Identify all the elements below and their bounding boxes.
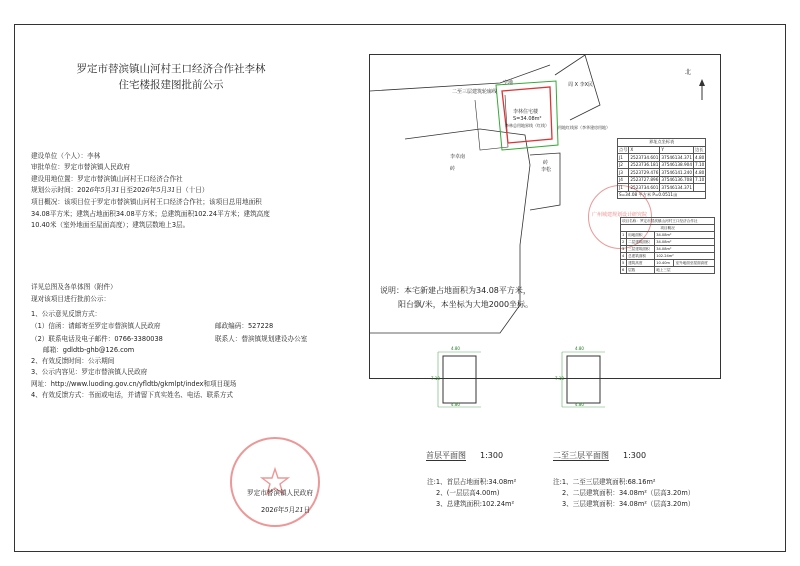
handwritten-year: 6	[273, 506, 278, 514]
neighbor-house-right: 周 X 李X民	[568, 82, 594, 88]
table-row	[618, 176, 706, 184]
handwritten-day-start: 31	[111, 186, 120, 194]
north-label: 北	[685, 69, 692, 76]
plan1-note: 注:1、首层占地面积:34.08m²	[427, 478, 517, 486]
info-cell: 总建筑面积	[627, 253, 655, 260]
title-line1: 罗定市替滨镇山河村王口经济合作社李林	[76, 63, 266, 75]
coord-cell: J4	[618, 176, 629, 184]
info-cell: 4	[621, 253, 627, 260]
info-cell: 层数	[627, 267, 655, 274]
coordinate-table-title: 界址点坐标表	[618, 139, 706, 147]
plan2-height: 7.10	[555, 376, 564, 381]
website-line: 网址：http://www.luoding.gov.cn/yfldtb/gkmlpt/index和项目现场	[31, 380, 237, 388]
coord-cell: 2523734.601	[630, 154, 659, 160]
info-cell: 2	[621, 239, 627, 246]
info-cell: 室外地面至屋面高度	[674, 260, 715, 267]
issuer-name: 罗定市替滨镇人民政府	[247, 489, 313, 497]
coord-cell: 7.10	[695, 162, 705, 168]
coord-cell	[694, 184, 706, 192]
info-cell: 3	[621, 246, 627, 253]
coord-cell: 4.80	[695, 169, 705, 175]
project-overview-1: 项目概况：该项目位于罗定市替滨镇山河村王口经济合作社；该项目总用地面积	[31, 198, 262, 206]
item-1: 1、公示意见反馈方式：	[31, 310, 102, 318]
attachment-note: 详见总图及各单体图（附件）	[31, 283, 117, 291]
info-cell: 6	[621, 267, 627, 274]
plan1-height: 7.10	[431, 376, 440, 381]
table-row	[618, 161, 706, 169]
table-row	[621, 232, 715, 239]
coord-header: 边长	[694, 146, 706, 154]
plan2-title: 二至三层平面图 1:300	[553, 451, 647, 460]
handwritten-year-start: 6	[89, 186, 94, 194]
project-name: 项目名称：罗定市替滨镇山河村王口经济合作社	[621, 218, 715, 225]
coord-header: X	[629, 146, 660, 154]
plan2-width-bottom: 4.80	[575, 402, 584, 407]
coordinate-table	[617, 138, 706, 199]
coord-cell: 7.10	[695, 177, 705, 183]
coord-header: Y	[660, 146, 694, 154]
boundary-label: 李林总用地界线（红线）	[505, 123, 549, 128]
project-info-title: 项目概况	[621, 225, 715, 232]
plan1-width-bottom: 4.80	[451, 402, 460, 407]
plan2-note: 2、二层建筑面积：34.08m²（层高3.20m）	[562, 489, 695, 497]
design-seal-text: 广州城建规划设计研究院	[592, 212, 648, 218]
plan1-scale: 1:300	[480, 451, 504, 460]
item-4: 4、有效反馈方式：书面或电话，并请留下真实姓名、电话、联系方式	[31, 391, 234, 399]
mail-line: （1）信函：请邮寄至罗定市替滨镇人民政府	[31, 322, 161, 330]
plan2-note: 3、三层建筑面积：34.08m²（层高3.20m）	[562, 500, 695, 508]
coord-cell: J3	[618, 169, 629, 177]
note-line-1: 说明：本宅新建占地面积为34.08平方米，	[380, 286, 531, 295]
project-overview-2: 34.08平方米；建筑占地面积34.08平方米；总建筑面积102.24平方米；建筑高度	[31, 210, 270, 218]
coord-cell: 37546141.240	[661, 169, 693, 175]
contact-line: 联系人：替滨镇规划建设办公室	[215, 335, 308, 343]
coord-cell: 2523734.601	[630, 184, 659, 190]
house-mid-name: 砖	[543, 160, 549, 166]
house-left-name: 李卓南	[450, 154, 466, 160]
info-cell: 10.40m	[655, 260, 674, 267]
info-cell: 地上三层	[655, 267, 715, 274]
issue-date: 2026年5月21日	[261, 506, 311, 514]
project-info-table	[620, 217, 715, 274]
table-row	[618, 184, 706, 192]
note-line-2: 阳台飘/米，本坐标为大地2000坐标。	[398, 300, 534, 309]
house-mid-type: 李松	[541, 167, 552, 173]
coord-cell: 2523736.181	[630, 162, 659, 168]
table-row	[618, 169, 706, 177]
applicant: 建设单位（个人）：李林	[31, 152, 101, 160]
postcode: 邮政编码：527228	[215, 322, 274, 330]
coord-cell: 37546138.904	[661, 162, 693, 168]
outline-label: 二至三层建筑轮廓线	[452, 89, 498, 95]
info-cell: 34.08m²	[655, 246, 715, 253]
building-label: 李林住宅楼	[513, 109, 539, 115]
neighbor-boundary-label: 用地红线界（李华建房用地）	[558, 125, 610, 130]
info-cell: 用地面积	[627, 232, 655, 239]
plan2-note: 注:1、二至三层建筑面积:68.16m²	[553, 478, 656, 486]
publicity-period: 规划公示时间：2026年5月31日至2026年5月31日（十日）	[31, 186, 209, 194]
house-left-type: 砖	[450, 166, 456, 172]
open-space-label: 空地	[503, 80, 514, 86]
email-line: 邮箱：gdldtb-ghb@126.com	[43, 346, 135, 354]
coord-header: 点号	[619, 146, 628, 152]
coord-cell: J2	[618, 161, 629, 169]
building-area: S=34.08m²	[513, 116, 542, 122]
table-row	[621, 267, 715, 274]
coord-cell: 4.80	[695, 154, 705, 160]
item-3: 3、公示内容见：罗定市替滨镇人民政府	[31, 368, 148, 376]
item-2: 2、有效反馈时间：公示期间	[31, 357, 115, 365]
plan1-note: 3、总建筑面积:102.24m²	[436, 500, 515, 508]
site-plan	[369, 54, 721, 379]
coord-cell: 2523727.896	[630, 177, 659, 183]
location: 建设用地位置：罗定市替滨镇山河村王口经济合作社	[31, 175, 183, 183]
title-line2: 住宅楼报建图批前公示	[118, 79, 224, 91]
table-row	[618, 154, 706, 162]
coordinate-table-footer: S=34.08 平方米 P=0.0511亩	[618, 191, 706, 199]
info-cell: 34.08m²	[655, 232, 715, 239]
info-cell: 102.24m²	[655, 253, 715, 260]
handwritten-month-start: 5	[100, 186, 105, 194]
table-row	[621, 260, 715, 267]
coord-cell: J1	[618, 154, 629, 162]
table-row	[621, 239, 715, 246]
coord-cell: 37546134.371	[661, 184, 693, 190]
coord-cell: 37546136.708	[661, 177, 693, 183]
project-overview-3: 10.40米（室外地面至屋面高度）；建筑层数地上3层。	[31, 221, 190, 229]
info-cell: 5	[621, 260, 627, 267]
coord-cell: 37546134.371	[661, 154, 693, 160]
table-row	[621, 246, 715, 253]
plan2-scale: 1:300	[623, 451, 647, 460]
coord-cell: J1	[618, 184, 629, 192]
plan1-title: 首层平面图 1:300	[426, 451, 504, 460]
solicit-line: 现对该项目进行批前公示：	[31, 295, 111, 303]
handwritten-day: 21	[295, 506, 304, 514]
handwritten-year-end: 6	[145, 186, 150, 194]
phone-line: （2）联系电话及电子邮件：0766-3380038	[31, 335, 163, 343]
handwritten-day-end: 31	[167, 186, 176, 194]
plan1-note: 2、(一层层高4.00m)	[436, 489, 500, 497]
coord-cell: 2523729.476	[630, 169, 659, 175]
plan1-width-top: 4.80	[451, 346, 460, 351]
handwritten-month-end: 5	[156, 186, 161, 194]
table-row	[621, 253, 715, 260]
plan2-width-top: 4.80	[575, 346, 584, 351]
handwritten-month: 5	[284, 506, 289, 514]
info-cell: 34.08m²	[655, 239, 715, 246]
info-cell: 三层建筑面积	[627, 246, 655, 253]
approver: 审批单位：罗定市替滨镇人民政府	[31, 163, 130, 171]
info-cell: 1	[621, 232, 627, 239]
info-cell: 建筑高度	[627, 260, 655, 267]
info-cell: 二层建筑面积	[627, 239, 655, 246]
